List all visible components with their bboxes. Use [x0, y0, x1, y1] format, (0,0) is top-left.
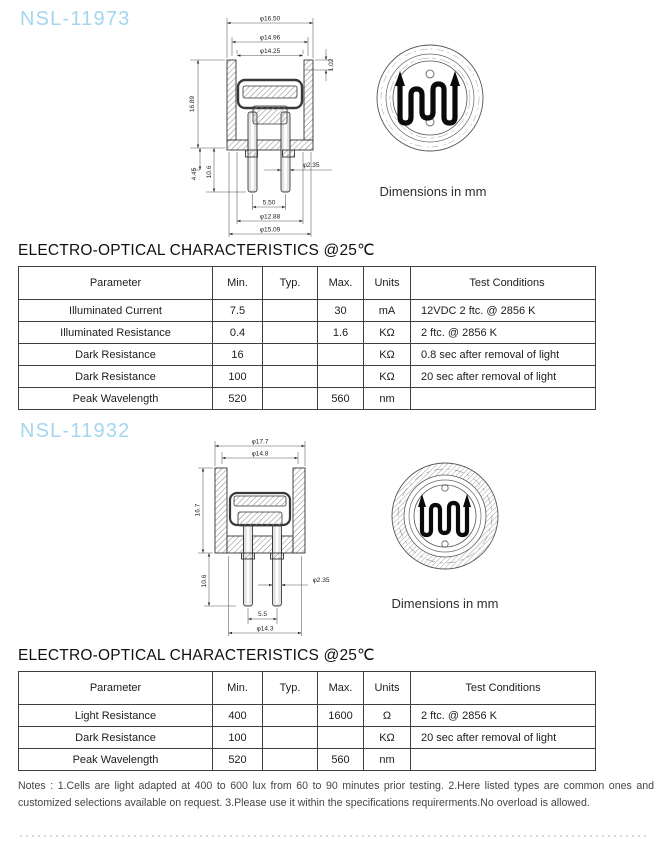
col-header-max: Max. [318, 672, 364, 705]
cell-max: 30 [318, 300, 364, 322]
col-header-typ: Typ. [263, 267, 318, 300]
dim-label: 5.50 [262, 199, 276, 207]
dim-label: 10.6 [206, 165, 213, 179]
dim-label: φ14.25 [259, 48, 281, 55]
package-rings [392, 463, 498, 569]
cell-parameter: Light Resistance [19, 705, 213, 727]
dim-label: 10.6 [201, 574, 208, 588]
cell-parameter: Dark Resistance [19, 366, 213, 388]
electro-optical-table-nsl-11932 [18, 671, 596, 771]
section-heading: ELECTRO-OPTICAL CHARACTERISTICS @25℃ [18, 647, 375, 664]
photocell-element [230, 493, 290, 526]
table-row [19, 344, 596, 366]
cell-typ [263, 388, 318, 410]
col-header-min: Min. [213, 267, 263, 300]
table-header-row [19, 267, 596, 300]
dim-label: φ14.8 [251, 450, 269, 458]
dim-label: 5.5 [257, 611, 268, 618]
table-header-row [19, 672, 596, 705]
cell-typ [263, 300, 318, 322]
table-row [19, 322, 596, 344]
cell-units: nm [364, 388, 411, 410]
dim-label: 16.89 [189, 95, 196, 113]
cell-typ [263, 322, 318, 344]
table-row [19, 300, 596, 322]
col-header-typ: Typ. [263, 672, 318, 705]
dim-label: 1.02 [328, 58, 335, 72]
cell-min: 0.4 [213, 322, 263, 344]
cell-typ [263, 344, 318, 366]
table-row [19, 388, 596, 410]
cell-units: KΩ [364, 366, 411, 388]
cell-parameter: Dark Resistance [19, 727, 213, 749]
table-row [19, 705, 596, 727]
cell-typ [263, 366, 318, 388]
cell-test-conditions: 2 ftc. @ 2856 K [411, 322, 596, 344]
col-header-units: Units [364, 267, 411, 300]
leads [244, 520, 282, 606]
top-view-drawing-nsl-11932 [387, 458, 503, 574]
cell-max [318, 344, 364, 366]
serpentine-electrode-pattern [395, 71, 460, 123]
table-row [19, 366, 596, 388]
cell-max: 1.6 [318, 322, 364, 344]
cell-test-conditions: 12VDC 2 ftc. @ 2856 K [411, 300, 596, 322]
cell-min: 100 [213, 727, 263, 749]
footnotes: Notes : 1.Cells are light adapted at 400 to 600 lux from 60 to 90 minutes prior testing. 2.Here listed types are common ones and customized selections available on request. 3.Please use it within the specifications requirerments.No overload is allowed. [18, 780, 654, 809]
table-row [19, 749, 596, 771]
dim-label: 4.45 [191, 167, 198, 181]
electro-optical-table-nsl-11973 [18, 266, 596, 410]
model-title-nsl-11932: NSL-11932 [20, 420, 131, 442]
model-title-nsl-11973: NSL-11973 [20, 8, 131, 30]
cell-units: nm [364, 749, 411, 771]
cell-parameter: Dark Resistance [19, 344, 213, 366]
col-header-parameter: Parameter [19, 267, 213, 300]
dim-label: φ14.3 [256, 625, 274, 633]
cell-min: 7.5 [213, 300, 263, 322]
cell-test-conditions [411, 388, 596, 410]
table-row [19, 727, 596, 749]
cell-units: KΩ [364, 727, 411, 749]
cell-parameter: Illuminated Current [19, 300, 213, 322]
cell-test-conditions: 20 sec after removal of light [411, 366, 596, 388]
cell-max: 1600 [318, 705, 364, 727]
dim-label: φ14.96 [259, 34, 281, 42]
cell-min: 400 [213, 705, 263, 727]
side-view-drawing-nsl-11973 [160, 0, 340, 240]
cell-test-conditions: 2 ftc. @ 2856 K [411, 705, 596, 727]
cell-max [318, 366, 364, 388]
col-header-max: Max. [318, 267, 364, 300]
col-header-min: Min. [213, 672, 263, 705]
cell-test-conditions: 20 sec after removal of light [411, 727, 596, 749]
package-rings [377, 45, 483, 151]
cell-units: KΩ [364, 322, 411, 344]
dim-label: φ17.7 [251, 438, 269, 446]
scan-artifact-line [20, 835, 648, 837]
dim-label: φ16.50 [259, 15, 281, 23]
cell-typ [263, 727, 318, 749]
cell-parameter: Illuminated Resistance [19, 322, 213, 344]
dimensions-caption: Dimensions in mm [379, 184, 487, 199]
col-header-units: Units [364, 672, 411, 705]
section-heading: ELECTRO-OPTICAL CHARACTERISTICS @25℃ [18, 242, 375, 259]
cell-units: Ω [364, 705, 411, 727]
col-header-test-conditions: Test Conditions [411, 267, 596, 300]
cell-max [318, 727, 364, 749]
cell-test-conditions: 0.8 sec after removal of light [411, 344, 596, 366]
cell-max: 560 [318, 749, 364, 771]
col-header-parameter: Parameter [19, 672, 213, 705]
cell-min: 520 [213, 749, 263, 771]
cell-test-conditions [411, 749, 596, 771]
cell-min: 16 [213, 344, 263, 366]
dim-label: φ12.88 [259, 213, 281, 221]
cell-typ [263, 705, 318, 727]
cell-max: 560 [318, 388, 364, 410]
cell-min: 100 [213, 366, 263, 388]
cell-units: KΩ [364, 344, 411, 366]
cell-typ [263, 749, 318, 771]
cell-units: mA [364, 300, 411, 322]
side-view-drawing-nsl-11932 [190, 438, 340, 650]
cell-parameter: Peak Wavelength [19, 388, 213, 410]
dim-label: φ15.09 [259, 226, 281, 234]
col-header-test-conditions: Test Conditions [411, 672, 596, 705]
cell-min: 520 [213, 388, 263, 410]
dim-label: φ2.35 [302, 162, 320, 169]
dim-label: 16.7 [194, 503, 202, 517]
top-view-drawing-nsl-11973 [372, 40, 488, 156]
dim-label: φ2.35 [312, 577, 330, 584]
cell-parameter: Peak Wavelength [19, 749, 213, 771]
dimensions-caption: Dimensions in mm [391, 596, 499, 611]
